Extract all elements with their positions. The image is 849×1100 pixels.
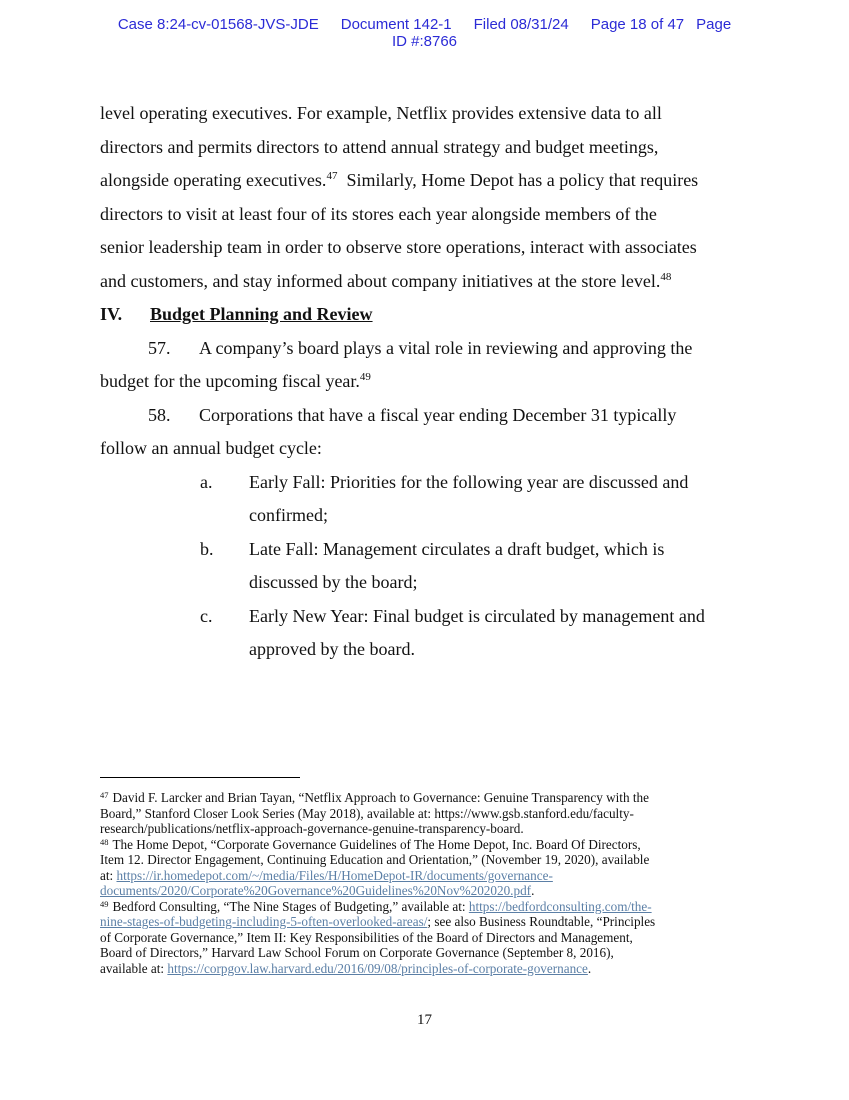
paragraph-57-line-1 [100,332,760,366]
body-line [100,164,760,198]
paragraph-58-line-2: follow an annual budget cycle: [100,438,322,458]
page-id-prefix: Page [696,16,732,33]
footnote-line: Item 12. Director Engagement, Continuing Education and Orientation,” (November 19, 2020), available [100,852,650,867]
footnote-47 [100,790,748,806]
bedford-consulting-link-cont[interactable]: nine-stages-of-budgeting-including-5-often-overlooked-areas/ [100,914,428,929]
footnote-text: ; see also Business Roundtable, “Principles [427,914,656,929]
body-text-segment: budget for the upcoming fiscal year. [100,371,360,391]
footnotes [100,790,748,976]
case-number: Case 8:24-cv-01568-JVS-JDE [117,16,319,33]
harvard-corpgov-link[interactable]: https://corpgov.law.harvard.edu/2016/09/08/principles-of-corporate-governance [167,960,588,976]
footnote-line [100,961,748,977]
section-number: IV. [100,304,123,324]
homedepot-guidelines-link-cont[interactable]: documents/2020/Corporate%20Governance%20Guidelines%20Nov%202020.pdf [100,883,532,898]
list-item [100,466,760,500]
body-line: directors to visit at least four of its stores each year alongside members of the [100,203,657,224]
body-text-segment: and customers, and stay informed about company initiatives at the store level. [100,270,661,291]
list-item-text: Late Fall: Management circulates a draft budget, which is [249,538,665,559]
list-item-continuation: confirmed; [249,505,328,525]
body-text-segment: alongside operating executives. [100,170,327,190]
footnote-text: . [531,883,535,898]
footnote-line [100,883,748,899]
body-line: directors and permits directors to attend annual strategy and budget meetings, [100,136,659,157]
list-item-continuation: approved by the board. [249,639,415,659]
footnote-text: The Home Depot, “Corporate Governance Guidelines of The Home Depot, Inc. Board Of Directors, [112,836,641,852]
filed-date: Filed 08/31/24 [473,16,569,33]
list-item-letter: c. [200,605,213,626]
list-item-letter: b. [200,538,214,559]
footnote-text: David F. Larcker and Brian Tayan, “Netflix Approach to Governance: Genuine Transparency with the [112,790,649,805]
footnote-text: Bedford Consulting, “The Nine Stages of Budgeting,” available at: [112,898,469,914]
footnote-ref-47: 47 [326,170,338,182]
footnote-text: available at: [100,960,168,976]
footnote-text: at: [100,867,117,883]
filing-header-stamp [0,16,849,50]
list-item-letter: a. [200,471,213,492]
footnote-number: 49 [100,898,109,909]
list-item-text: Early New Year: Final budget is circulated by management and [249,605,705,626]
paragraph-number: 58. [148,404,171,425]
footnote-48 [100,837,748,853]
footnote-line: of Corporate Governance,” Item II: Key Responsibilities of the Board of Directors and Management, [100,929,633,945]
footnote-line [100,868,748,884]
page-id: ID #:8766 [391,33,458,50]
page-count: Page 18 of 47 [590,16,685,33]
footnote-line: Board of Directors,” Harvard Law School Forum on Corporate Governance (September 8, 2016), [100,945,614,960]
list-item [100,533,760,567]
footnote-line: Board,” Stanford Closer Look Series (May 2018), available at: https://www.gsb.stanford.edu/faculty- [100,805,634,821]
section-heading [100,298,760,332]
body-text-segment: Similarly, Home Depot has a policy that requires [337,170,699,190]
footnote-ref-48: 48 [660,270,672,283]
filing-header-line-1 [0,16,849,33]
footnote-number: 48 [100,836,109,847]
footnote-49 [100,899,748,915]
body-text-segment: Corporations that have a fiscal year ending December 31 typically [199,404,677,425]
body-line: level operating executives. For example, Netflix provides extensive data to all [100,103,662,123]
body-text [100,97,760,667]
paragraph-58-line-1 [100,399,760,433]
footnote-line: research/publications/netflix-approach-governance-genuine-transparency-board. [100,821,524,836]
paragraph-number: 57. [148,337,171,358]
body-line [100,265,760,299]
footnote-number: 47 [100,790,109,800]
bedford-consulting-link[interactable]: https://bedfordconsulting.com/the- [468,898,652,914]
list-item-text: Early Fall: Priorities for the following year are discussed and [249,471,689,492]
paragraph-57-line-2 [100,365,760,399]
footnote-text: . [587,960,592,976]
footnote-separator [100,777,300,778]
footnote-ref-49: 49 [359,371,371,383]
footnote-line [100,914,748,930]
body-line: senior leadership team in order to observe store operations, interact with associates [100,237,697,257]
body-text-segment: A company’s board plays a vital role in reviewing and approving the [199,337,693,358]
list-item-continuation: discussed by the board; [249,572,418,592]
page-number: 17 [417,1012,432,1028]
list-item [100,600,760,634]
document-number: Document 142-1 [340,16,452,33]
section-title: Budget Planning and Review [150,304,373,324]
homedepot-guidelines-link[interactable]: https://ir.homedepot.com/~/media/Files/H/HomeDepot-IR/documents/governance- [116,867,553,883]
